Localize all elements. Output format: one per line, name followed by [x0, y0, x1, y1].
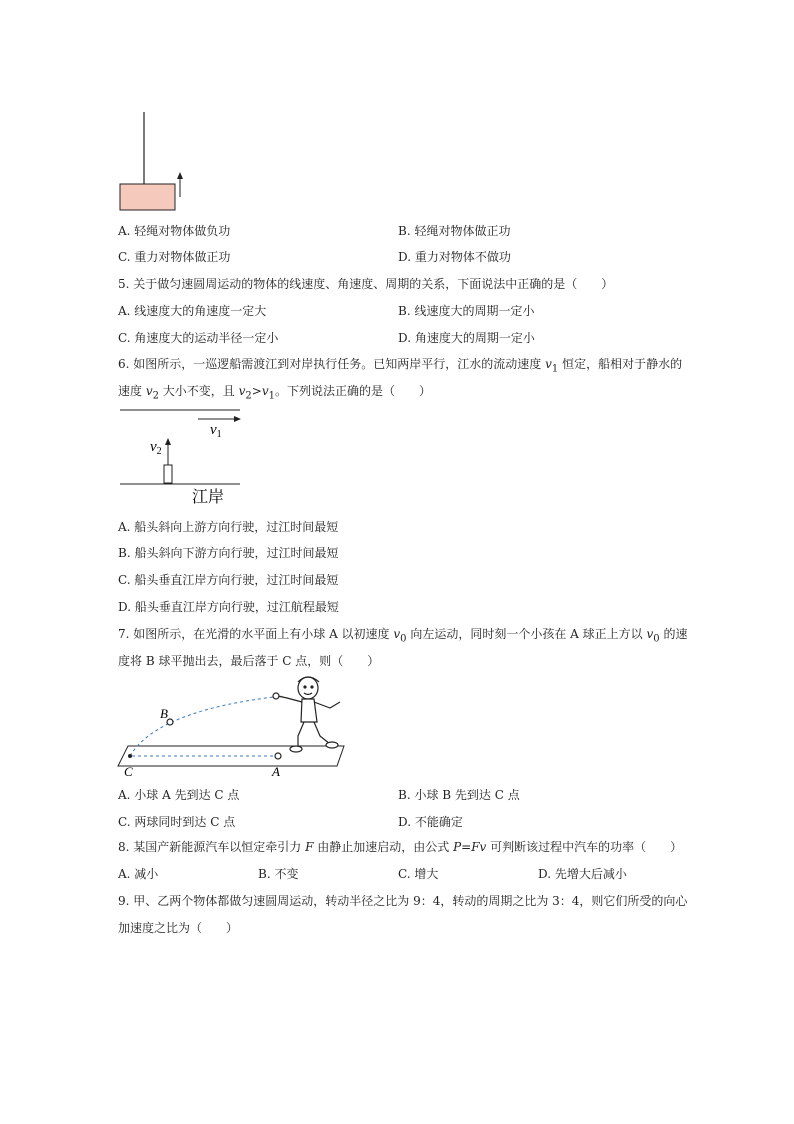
q7-option-a[interactable]: A. 小球 A 先到达 C 点 [118, 788, 240, 802]
q6-option-b[interactable]: B. 船头斜向下游方向行驶，过江时间最短 [118, 546, 339, 560]
label-b: B [160, 706, 168, 721]
q5-option-b[interactable]: B. 线速度大的周期一定小 [398, 304, 535, 318]
q7-figure [112, 670, 352, 782]
q6-option-a[interactable]: A. 船头斜向上游方向行驶，过江时间最短 [118, 520, 339, 534]
q7-option-b[interactable]: B. 小球 B 先到达 C 点 [398, 788, 520, 802]
q7-option-d[interactable]: D. 不能确定 [398, 815, 463, 829]
q8-option-c[interactable]: C. 增大 [398, 867, 439, 881]
q6-stem-line2: 速度 $v_2$ 大小不变，且 $v_2>v_1$。下列说法正确的是（ ） [118, 384, 432, 402]
q4-option-a[interactable]: A. 轻绳对物体做负功 [118, 224, 231, 238]
q7-stem-line1: 7. 如图所示，在光滑的水平面上有小球 A 以初速度 $v_0$ 向左运动，同时刻一个小孩在 A 球正上方以 $v_0$ 的速 [118, 627, 688, 645]
label-a: A [272, 764, 280, 779]
v1-label: $v_1$ [210, 422, 222, 440]
label-c: C [124, 764, 133, 779]
ball-a [275, 753, 281, 759]
q9-stem-line2: 加速度之比为（ ） [118, 921, 239, 935]
q5-option-a[interactable]: A. 线速度大的角速度一定大 [118, 304, 267, 318]
v2-label: $v_2$ [150, 439, 162, 457]
q4-option-b[interactable]: B. 轻绳对物体做正功 [398, 224, 511, 238]
q4-option-c[interactable]: C. 重力对物体做正功 [118, 250, 231, 264]
q7-option-c[interactable]: C. 两球同时到达 C 点 [118, 815, 236, 829]
q4-option-d[interactable]: D. 重力对物体不做功 [398, 250, 511, 264]
bank-label: 江岸 [192, 487, 225, 506]
q8-option-b[interactable]: B. 不变 [258, 867, 299, 881]
v2-arrow-head [165, 438, 171, 445]
q8-option-d[interactable]: D. 先增大后减小 [538, 867, 627, 881]
v1-arrow-head [234, 416, 241, 422]
q6-option-c[interactable]: C. 船头垂直江岸方向行驶，过江时间最短 [118, 573, 339, 587]
q9-stem-line1: 9. 甲、乙两个物体都做匀速圆周运动，转动半径之比为 9：4，转动的周期之比为 3：4，则它们所受的向心 [118, 894, 688, 908]
child-icon [273, 677, 340, 752]
q5-stem: 5. 关于做匀速圆周运动的物体的线速度、角速度、周期的关系，下面说法中正确的是（ ） [118, 277, 614, 291]
q6-figure [118, 405, 248, 507]
boat-icon [164, 465, 172, 483]
ball-c [128, 754, 132, 758]
q4-figure [110, 110, 200, 220]
block [120, 184, 175, 210]
q8-option-a[interactable]: A. 减小 [118, 867, 159, 881]
q6-stem-line1: 6. 如图所示，一巡逻船需渡江到对岸执行任务。已知两岸平行，江水的流动速度 $v_1$ 恒定，船相对于静水的 [118, 357, 683, 375]
q8-stem: 8. 某国产新能源汽车以恒定牵引力 F 由静止加速启动，由公式 P=Fv 可判断该过程中汽车的功率（ ） [118, 840, 683, 854]
q6-option-d[interactable]: D. 船头垂直江岸方向行驶，过江航程最短 [118, 600, 339, 614]
q5-option-d[interactable]: D. 角速度大的周期一定小 [398, 331, 535, 345]
up-arrow-head [177, 172, 183, 179]
q5-option-c[interactable]: C. 角速度大的运动半径一定小 [118, 331, 279, 345]
q7-stem-line2: 度将 B 球平抛出去，最后落于 C 点，则（ ） [118, 654, 380, 668]
